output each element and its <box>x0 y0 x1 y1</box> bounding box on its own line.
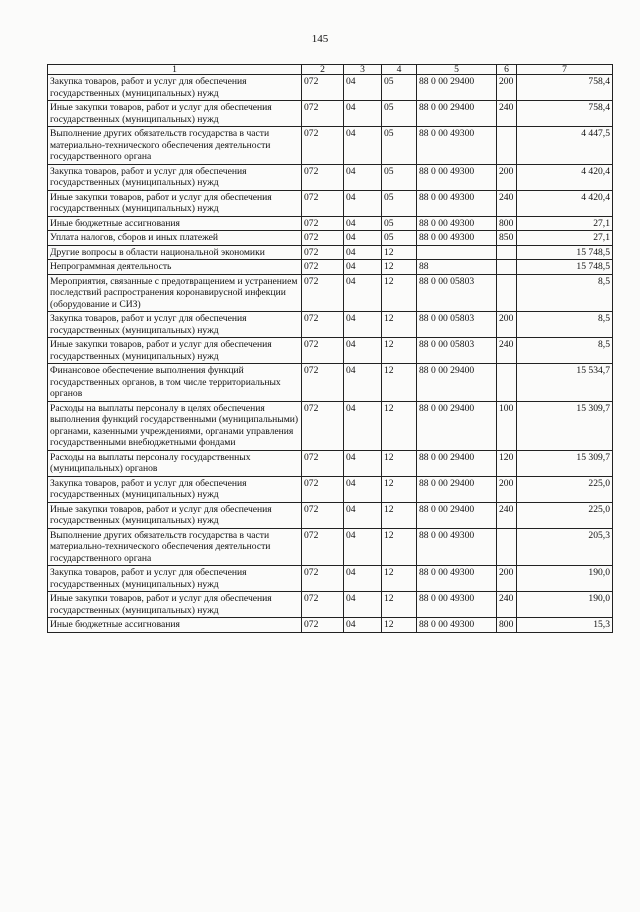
section-cell: 04 <box>344 312 382 338</box>
row-name-cell: Непрограммная деятельность <box>48 260 302 275</box>
target-article-cell: 88 0 00 29400 <box>417 502 497 528</box>
row-name-cell: Расходы на выплаты персоналу государственных (муниципальных) органов <box>48 450 302 476</box>
amount-cell: 15,3 <box>517 618 613 633</box>
expense-type-cell <box>497 127 517 165</box>
target-article-cell: 88 0 00 49300 <box>417 127 497 165</box>
table-row <box>48 566 613 592</box>
section-cell: 04 <box>344 566 382 592</box>
header-cell: 7 <box>517 65 613 75</box>
target-article-cell: 88 0 00 29400 <box>417 101 497 127</box>
section-cell: 04 <box>344 618 382 633</box>
subsection-cell: 05 <box>382 216 417 231</box>
row-name-cell: Закупка товаров, работ и услуг для обеспечения государственных (муниципальных) нужд <box>48 164 302 190</box>
amount-cell: 8,5 <box>517 274 613 312</box>
row-name-cell: Закупка товаров, работ и услуг для обеспечения государственных (муниципальных) нужд <box>48 476 302 502</box>
table-row <box>48 618 613 633</box>
amount-cell: 27,1 <box>517 231 613 246</box>
table-row <box>48 401 613 450</box>
expense-type-cell: 200 <box>497 566 517 592</box>
target-article-cell: 88 0 00 05803 <box>417 312 497 338</box>
ministry-code-cell: 072 <box>302 592 344 618</box>
row-name-cell: Иные закупки товаров, работ и услуг для обеспечения государственных (муниципальных) нужд <box>48 502 302 528</box>
section-cell: 04 <box>344 231 382 246</box>
ministry-code-cell: 072 <box>302 502 344 528</box>
subsection-cell: 12 <box>382 592 417 618</box>
ministry-code-cell: 072 <box>302 312 344 338</box>
target-article-cell: 88 0 00 29400 <box>417 364 497 402</box>
row-name-cell: Закупка товаров, работ и услуг для обеспечения государственных (муниципальных) нужд <box>48 75 302 101</box>
ministry-code-cell: 072 <box>302 190 344 216</box>
expense-type-cell: 240 <box>497 101 517 127</box>
expense-type-cell: 800 <box>497 216 517 231</box>
row-name-cell: Закупка товаров, работ и услуг для обеспечения государственных (муниципальных) нужд <box>48 312 302 338</box>
expense-type-cell: 120 <box>497 450 517 476</box>
amount-cell: 4 447,5 <box>517 127 613 165</box>
row-name-cell: Иные закупки товаров, работ и услуг для обеспечения государственных (муниципальных) нужд <box>48 101 302 127</box>
table-row <box>48 101 613 127</box>
subsection-cell: 12 <box>382 528 417 566</box>
amount-cell: 15 748,5 <box>517 245 613 260</box>
expense-type-cell <box>497 274 517 312</box>
subsection-cell: 12 <box>382 274 417 312</box>
subsection-cell: 12 <box>382 401 417 450</box>
table-row <box>48 190 613 216</box>
expense-type-cell: 100 <box>497 401 517 450</box>
expense-type-cell: 200 <box>497 164 517 190</box>
target-article-cell: 88 0 00 29400 <box>417 75 497 101</box>
header-cell: 2 <box>302 65 344 75</box>
subsection-cell: 05 <box>382 164 417 190</box>
row-name-cell: Иные бюджетные ассигнования <box>48 216 302 231</box>
ministry-code-cell: 072 <box>302 401 344 450</box>
subsection-cell: 05 <box>382 190 417 216</box>
amount-cell: 15 309,7 <box>517 401 613 450</box>
ministry-code-cell: 072 <box>302 164 344 190</box>
ministry-code-cell: 072 <box>302 450 344 476</box>
subsection-cell: 12 <box>382 260 417 275</box>
target-article-cell: 88 0 00 29400 <box>417 401 497 450</box>
expense-type-cell: 240 <box>497 592 517 618</box>
header-cell: 1 <box>48 65 302 75</box>
header-cell: 6 <box>497 65 517 75</box>
table-row <box>48 528 613 566</box>
section-cell: 04 <box>344 364 382 402</box>
ministry-code-cell: 072 <box>302 101 344 127</box>
table-header-row <box>48 65 613 75</box>
target-article-cell <box>417 245 497 260</box>
section-cell: 04 <box>344 245 382 260</box>
target-article-cell: 88 0 00 49300 <box>417 216 497 231</box>
row-name-cell: Финансовое обеспечение выполнения функций государственных органов, в том числе территориальных органов <box>48 364 302 402</box>
ministry-code-cell: 072 <box>302 245 344 260</box>
subsection-cell: 12 <box>382 312 417 338</box>
table-row <box>48 216 613 231</box>
amount-cell: 27,1 <box>517 216 613 231</box>
row-name-cell: Уплата налогов, сборов и иных платежей <box>48 231 302 246</box>
table-row <box>48 274 613 312</box>
table-row <box>48 502 613 528</box>
subsection-cell: 12 <box>382 338 417 364</box>
subsection-cell: 05 <box>382 101 417 127</box>
table-row <box>48 127 613 165</box>
ministry-code-cell: 072 <box>302 231 344 246</box>
expense-type-cell <box>497 364 517 402</box>
subsection-cell: 05 <box>382 75 417 101</box>
expense-type-cell <box>497 245 517 260</box>
table-row <box>48 260 613 275</box>
amount-cell: 15 534,7 <box>517 364 613 402</box>
row-name-cell: Иные бюджетные ассигнования <box>48 618 302 633</box>
row-name-cell: Иные закупки товаров, работ и услуг для обеспечения государственных (муниципальных) нужд <box>48 592 302 618</box>
row-name-cell: Мероприятия, связанные с предотвращением и устранением последствий распространения коронавирусной инфекции (оборудование и СИЗ) <box>48 274 302 312</box>
amount-cell: 758,4 <box>517 101 613 127</box>
subsection-cell: 12 <box>382 618 417 633</box>
expense-type-cell: 240 <box>497 502 517 528</box>
section-cell: 04 <box>344 338 382 364</box>
table-row <box>48 231 613 246</box>
row-name-cell: Расходы на выплаты персоналу в целях обеспечения выполнения функций государственными (муниципальными) органами, казенными учреждениями, органами управления государственными внебюджетными фондами <box>48 401 302 450</box>
target-article-cell: 88 0 00 49300 <box>417 164 497 190</box>
ministry-code-cell: 072 <box>302 364 344 402</box>
table-row <box>48 245 613 260</box>
section-cell: 04 <box>344 502 382 528</box>
section-cell: 04 <box>344 164 382 190</box>
header-cell: 3 <box>344 65 382 75</box>
expense-type-cell <box>497 260 517 275</box>
subsection-cell: 12 <box>382 566 417 592</box>
amount-cell: 205,3 <box>517 528 613 566</box>
table-row <box>48 75 613 101</box>
section-cell: 04 <box>344 476 382 502</box>
target-article-cell: 88 <box>417 260 497 275</box>
section-cell: 04 <box>344 101 382 127</box>
target-article-cell: 88 0 00 49300 <box>417 528 497 566</box>
amount-cell: 15 748,5 <box>517 260 613 275</box>
ministry-code-cell: 072 <box>302 274 344 312</box>
target-article-cell: 88 0 00 49300 <box>417 566 497 592</box>
target-article-cell: 88 0 00 49300 <box>417 190 497 216</box>
ministry-code-cell: 072 <box>302 528 344 566</box>
amount-cell: 190,0 <box>517 566 613 592</box>
subsection-cell: 12 <box>382 502 417 528</box>
subsection-cell: 05 <box>382 127 417 165</box>
amount-cell: 15 309,7 <box>517 450 613 476</box>
row-name-cell: Иные закупки товаров, работ и услуг для обеспечения государственных (муниципальных) нужд <box>48 338 302 364</box>
expense-type-cell: 850 <box>497 231 517 246</box>
target-article-cell: 88 0 00 49300 <box>417 231 497 246</box>
target-article-cell: 88 0 00 29400 <box>417 476 497 502</box>
section-cell: 04 <box>344 274 382 312</box>
section-cell: 04 <box>344 450 382 476</box>
section-cell: 04 <box>344 528 382 566</box>
expense-type-cell: 800 <box>497 618 517 633</box>
amount-cell: 190,0 <box>517 592 613 618</box>
table-row <box>48 164 613 190</box>
table-row <box>48 364 613 402</box>
row-name-cell: Иные закупки товаров, работ и услуг для обеспечения государственных (муниципальных) нужд <box>48 190 302 216</box>
section-cell: 04 <box>344 260 382 275</box>
amount-cell: 225,0 <box>517 476 613 502</box>
section-cell: 04 <box>344 127 382 165</box>
subsection-cell: 05 <box>382 231 417 246</box>
row-name-cell: Выполнение других обязательств государства в части материально-технического обеспечения деятельности государственного органа <box>48 528 302 566</box>
ministry-code-cell: 072 <box>302 566 344 592</box>
row-name-cell: Выполнение других обязательств государства в части материально-технического обеспечения деятельности государственного органа <box>48 127 302 165</box>
ministry-code-cell: 072 <box>302 476 344 502</box>
ministry-code-cell: 072 <box>302 75 344 101</box>
subsection-cell: 12 <box>382 450 417 476</box>
subsection-cell: 12 <box>382 245 417 260</box>
expense-type-cell: 200 <box>497 476 517 502</box>
header-cell: 4 <box>382 65 417 75</box>
ministry-code-cell: 072 <box>302 618 344 633</box>
subsection-cell: 12 <box>382 364 417 402</box>
subsection-cell: 12 <box>382 476 417 502</box>
expense-type-cell: 240 <box>497 190 517 216</box>
amount-cell: 4 420,4 <box>517 190 613 216</box>
table-row <box>48 476 613 502</box>
section-cell: 04 <box>344 401 382 450</box>
expense-type-cell: 240 <box>497 338 517 364</box>
section-cell: 04 <box>344 75 382 101</box>
section-cell: 04 <box>344 190 382 216</box>
amount-cell: 758,4 <box>517 75 613 101</box>
table-row <box>48 312 613 338</box>
expense-type-cell <box>497 528 517 566</box>
target-article-cell: 88 0 00 29400 <box>417 450 497 476</box>
amount-cell: 225,0 <box>517 502 613 528</box>
ministry-code-cell: 072 <box>302 216 344 231</box>
amount-cell: 8,5 <box>517 338 613 364</box>
ministry-code-cell: 072 <box>302 338 344 364</box>
target-article-cell: 88 0 00 05803 <box>417 338 497 364</box>
ministry-code-cell: 072 <box>302 260 344 275</box>
target-article-cell: 88 0 00 49300 <box>417 618 497 633</box>
target-article-cell: 88 0 00 49300 <box>417 592 497 618</box>
table-row <box>48 450 613 476</box>
amount-cell: 8,5 <box>517 312 613 338</box>
ministry-code-cell: 072 <box>302 127 344 165</box>
page-number: 145 <box>311 33 329 45</box>
table-row <box>48 338 613 364</box>
expense-type-cell: 200 <box>497 312 517 338</box>
row-name-cell: Закупка товаров, работ и услуг для обеспечения государственных (муниципальных) нужд <box>48 566 302 592</box>
section-cell: 04 <box>344 216 382 231</box>
table-row <box>48 592 613 618</box>
section-cell: 04 <box>344 592 382 618</box>
budget-table <box>47 64 613 633</box>
target-article-cell: 88 0 00 05803 <box>417 274 497 312</box>
row-name-cell: Другие вопросы в области национальной экономики <box>48 245 302 260</box>
header-cell: 5 <box>417 65 497 75</box>
amount-cell: 4 420,4 <box>517 164 613 190</box>
expense-type-cell: 200 <box>497 75 517 101</box>
